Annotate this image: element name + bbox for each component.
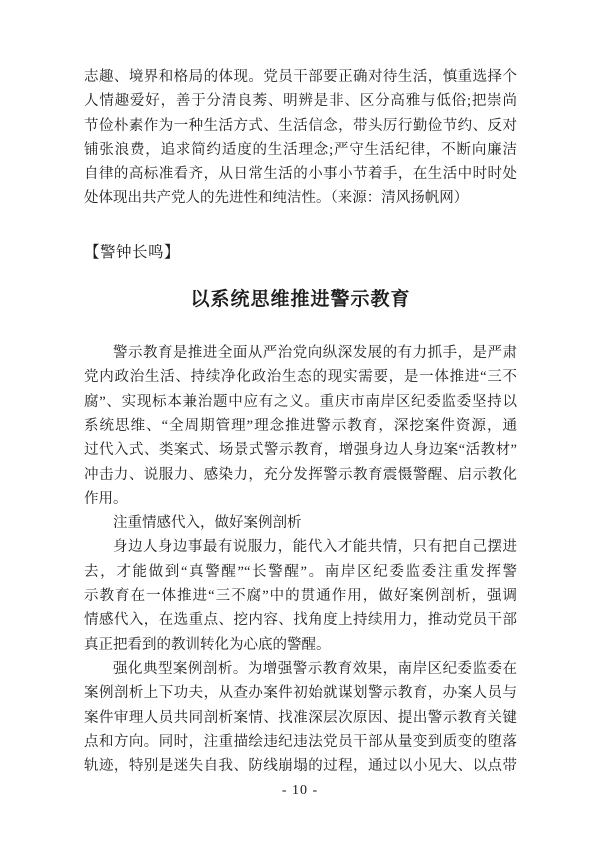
text-line: 示教育在一体推进“三不腐”中的贯通作用，做好案例剖析，强调: [84, 588, 517, 605]
article-title: 以系统思维推进警示教育: [190, 289, 411, 311]
document-content: [84, 65, 517, 778]
page-number: - 10 -: [281, 783, 319, 798]
paragraph: [84, 341, 517, 511]
text-line: 点和方向。同时，注重描绘违纪违法党员干部从量变到质变的堕落: [84, 733, 517, 750]
text-line: 系统思维、“全周期管理”理念推进警示教育，深挖案件资源，通: [84, 417, 517, 434]
text-line: 节俭朴素作为一种生活方式、生活信念，带头厉行勤俭节约、反对: [84, 117, 517, 134]
text-line: 腐”、实现标本兼治题中应有之义。重庆市南岸区纪委监委坚持以: [84, 393, 517, 410]
text-line: 真正把看到的教训转化为心底的警醒。: [84, 636, 331, 653]
text-line: 自律的高标准看齐，从日常生活的小事小节着手，在生活中时时处: [84, 166, 517, 183]
text-line: 情感代入，在选重点、挖内容、找角度上持续用力，推动党员干部: [84, 612, 517, 629]
paragraph: [84, 65, 517, 211]
text-line: 去，才能做到“真警醒”“长警醒”。南岸区纪委监委注重发挥警: [84, 563, 517, 580]
text-line: 作用。: [84, 490, 128, 507]
text-line: 志趣、境界和格局的体现。党员干部要正确对待生活，慎重选择个: [84, 69, 517, 85]
subheading: 注重情感代入，做好案例剖析: [113, 515, 302, 532]
text-line: 冲击力、说服力、感染力，充分发挥警示教育震慑警醒、启示教化: [84, 466, 517, 483]
text-line: 身边人身边事最有说服力，能代入才能共情，只有把自己摆进: [113, 539, 517, 556]
paragraph: [84, 657, 517, 778]
text-line: 铺张浪费，追求简约适度的生活理念;严守生活纪律，不断向廉洁: [84, 141, 517, 158]
text-line: 警示教育是推进全面从严治党向纵深发展的有力抓手，是严肃: [113, 345, 517, 362]
section-marker: 【警钟长鸣】: [84, 243, 181, 261]
text-line: 处体现出共产党人的先进性和纯洁性。（来源：清风扬帆网）: [84, 190, 469, 207]
text-line: 过代入式、类案式、场景式警示教育，增强身边人身边案“活教材”: [84, 442, 517, 459]
text-line: 强化典型案例剖析。为增强警示教育效果，南岸区纪委监委在: [113, 660, 517, 677]
text-line: 轨迹，特别是迷失自我、防线崩塌的过程，通过以小见大、以点带: [84, 758, 517, 775]
text-line: 案件审理人员共同剖析案情、找准深层次原因、提出警示教育关键: [84, 709, 517, 726]
text-line: 人情趣爱好，善于分清良莠、明辨是非、区分高雅与低俗;把崇尚: [84, 93, 517, 110]
paragraph: [84, 535, 517, 656]
text-line: 案例剖析上下功夫，从查办案件初始就谋划警示教育，办案人员与: [84, 685, 517, 702]
text-line: 党内政治生活、持续净化政治生态的现实需要，是一体推进“三不: [84, 369, 517, 386]
